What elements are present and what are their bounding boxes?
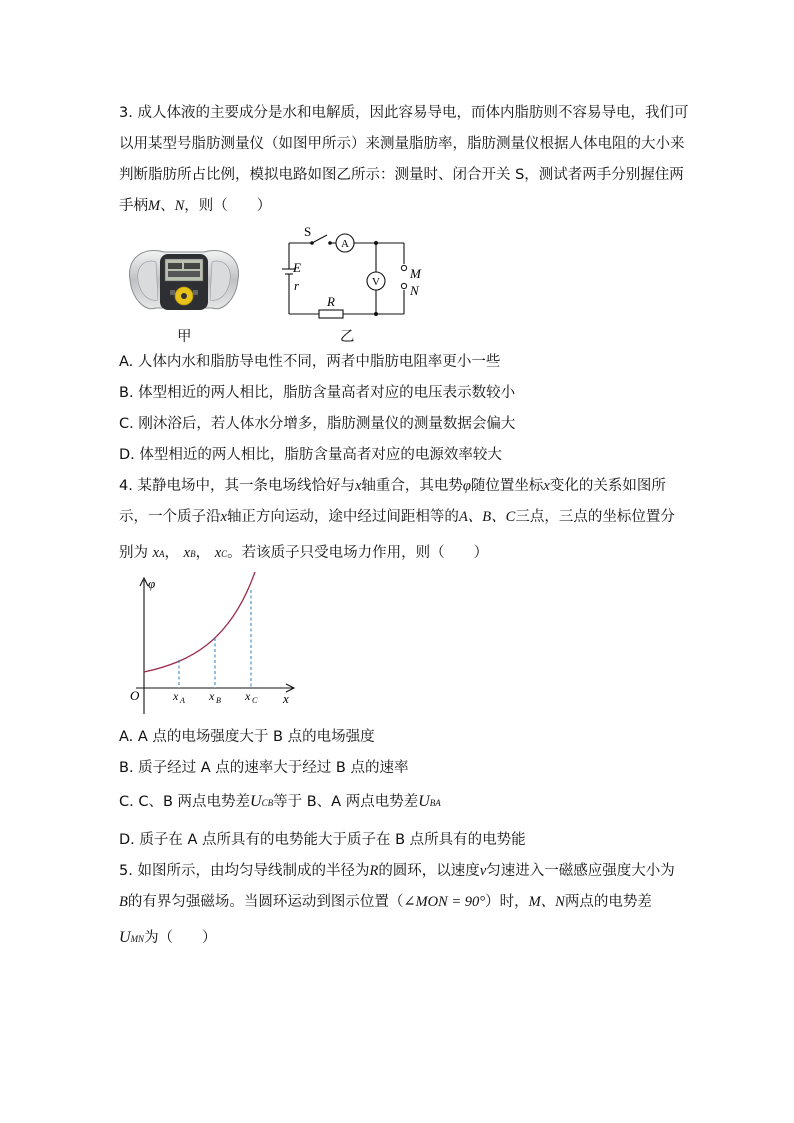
q4-text: 。若该质子只受电场力作用，则（ ） bbox=[227, 545, 489, 561]
voltmeter-label: V bbox=[372, 276, 380, 288]
q5-line-3 bbox=[119, 928, 217, 949]
q3-line-3: 判断脂肪所占比例，模拟电路如图乙所示：测量时、闭合开关 S，测试者两手分别握住两 bbox=[119, 167, 684, 183]
resistor-label: R bbox=[327, 294, 335, 309]
ammeter-label: A bbox=[341, 238, 349, 250]
q5-text: ）时， bbox=[485, 894, 529, 910]
q5-text: 5. 如图所示，由均匀导线制成的半径为 bbox=[119, 863, 370, 879]
q3-option-d: D. 体型相近的两人相比，脂肪含量高者对应的电源效率较大 bbox=[119, 447, 502, 463]
switch-label: S bbox=[304, 224, 312, 239]
q3-option-b: B. 体型相近的两人相比，脂肪含量高者对应的电压表示数较小 bbox=[119, 385, 516, 401]
q4-text: 示，一个质子沿 bbox=[119, 509, 221, 525]
sub-mn: MN bbox=[130, 934, 145, 944]
symbol-v: v bbox=[479, 863, 487, 879]
q4-text: 轴重合，其电势 bbox=[361, 478, 463, 494]
symbol-u: U bbox=[250, 793, 262, 810]
symbol-xa: xA bbox=[152, 545, 165, 561]
sub-a: A bbox=[159, 549, 165, 559]
sub-b: B bbox=[190, 549, 196, 559]
angle-mon: ∠MON = 90° bbox=[403, 894, 486, 910]
q3-text: 、 bbox=[160, 198, 175, 214]
terminal-n-label: N bbox=[410, 283, 419, 298]
q5-text: 的有界匀强磁场。当圆环运动到图示位置（ bbox=[127, 894, 404, 910]
potential-curve bbox=[144, 572, 255, 672]
q5-text: 的圆环，以速度 bbox=[378, 863, 480, 879]
q4-text: 等于 B、A 两点电势差 bbox=[273, 794, 419, 810]
symbol-m: M bbox=[148, 198, 161, 214]
emf-label: E bbox=[293, 260, 301, 275]
symbol-b: B bbox=[119, 894, 128, 910]
q4-option-b: B. 质子经过 A 点的速率大于经过 B 点的速率 bbox=[119, 760, 409, 776]
q4-option-c bbox=[119, 792, 441, 813]
xa-tick-sub: A bbox=[180, 696, 185, 705]
q4-text: 随位置坐标 bbox=[470, 478, 544, 494]
q3-text: 手柄 bbox=[119, 198, 148, 214]
symbol-phi: φ bbox=[462, 478, 471, 494]
xb-tick-label: x bbox=[209, 689, 215, 703]
xa-tick-label: x bbox=[173, 689, 179, 703]
q3-line-2: 以用某型号脂肪测量仪（如图甲所示）来测量脂肪率，脂肪测量仪根据人体电阻的大小来 bbox=[119, 136, 685, 152]
q3-option-c: C. 刚沐浴后，若人体水分增多，脂肪测量仪的测量数据会偏大 bbox=[119, 416, 516, 432]
q4-line-3: 别为 xA， xB， xC。若该质子只受电场力作用，则（ ） bbox=[119, 545, 489, 561]
symbol-xb: xB bbox=[183, 545, 196, 561]
q4-text: 4. 某静电场中，其一条电场线恰好与 bbox=[119, 478, 355, 494]
phi-axis-label: φ bbox=[148, 576, 156, 591]
q4-option-a: A. A 点的电场强度大于 B 点的电场强度 bbox=[119, 729, 375, 745]
symbol-n: N bbox=[174, 198, 185, 214]
q3-line-4 bbox=[119, 196, 271, 216]
q3-text: ，则（ ） bbox=[184, 198, 272, 214]
q4-text: 变化的关系如图所 bbox=[549, 478, 666, 494]
xc-tick-sub: C bbox=[252, 696, 258, 705]
q4-text: C. C、B 两点电势差 bbox=[119, 794, 251, 810]
q3-option-a: A. 人体内水和脂肪导电性不同，两者中脂肪电阻率更小一些 bbox=[119, 354, 501, 370]
origin-label: O bbox=[130, 688, 140, 703]
q5-text: 两点的电势差 bbox=[564, 894, 652, 910]
q4-text: 三点，三点的坐标位置分 bbox=[515, 509, 675, 525]
fat-meter-image bbox=[124, 240, 244, 324]
q3-line-1: 3. 成人体液的主要成分是水和电解质，因此容易导电，而体内脂肪则不容易导电，我们可 bbox=[119, 105, 689, 121]
sub-ba: BA bbox=[429, 798, 441, 808]
symbol-u: U bbox=[119, 929, 131, 946]
fig-yi-label: 乙 bbox=[340, 329, 355, 345]
symbol-x: x bbox=[354, 478, 362, 494]
xc-tick-label: x bbox=[245, 689, 251, 703]
sub-cb: CB bbox=[261, 798, 274, 808]
q4-text: 别为 bbox=[119, 545, 148, 561]
symbol-xc: xC bbox=[214, 545, 228, 561]
symbol-u: U bbox=[418, 793, 430, 810]
q4-line-2 bbox=[119, 507, 675, 527]
internal-resistance-label: r bbox=[294, 278, 300, 293]
terminal-m-label: M bbox=[410, 266, 421, 281]
potential-graph bbox=[120, 572, 300, 720]
sub-c: C bbox=[221, 549, 228, 559]
points-mn: M、N bbox=[528, 894, 565, 910]
symbol-r: R bbox=[369, 863, 379, 879]
x-axis-label: x bbox=[283, 691, 289, 706]
points-abc: A、B、C bbox=[458, 509, 516, 525]
q5-line-1 bbox=[119, 861, 675, 881]
symbol-x: x bbox=[220, 509, 227, 525]
fig-jia-label: 甲 bbox=[177, 329, 192, 345]
xb-tick-sub: B bbox=[216, 696, 221, 705]
q4-text: 轴正方向运动，途中经过间距相等的 bbox=[226, 509, 459, 525]
symbol-x: x bbox=[543, 478, 550, 494]
q5-text: 为（ ） bbox=[144, 930, 217, 946]
q5-line-2 bbox=[119, 892, 652, 912]
q5-text: 匀速进入一磁感应强度大小为 bbox=[486, 863, 675, 879]
q4-line-1 bbox=[119, 476, 666, 496]
q4-option-d: D. 质子在 A 点所具有的电势能大于质子在 B 点所具有的电势能 bbox=[119, 832, 526, 848]
